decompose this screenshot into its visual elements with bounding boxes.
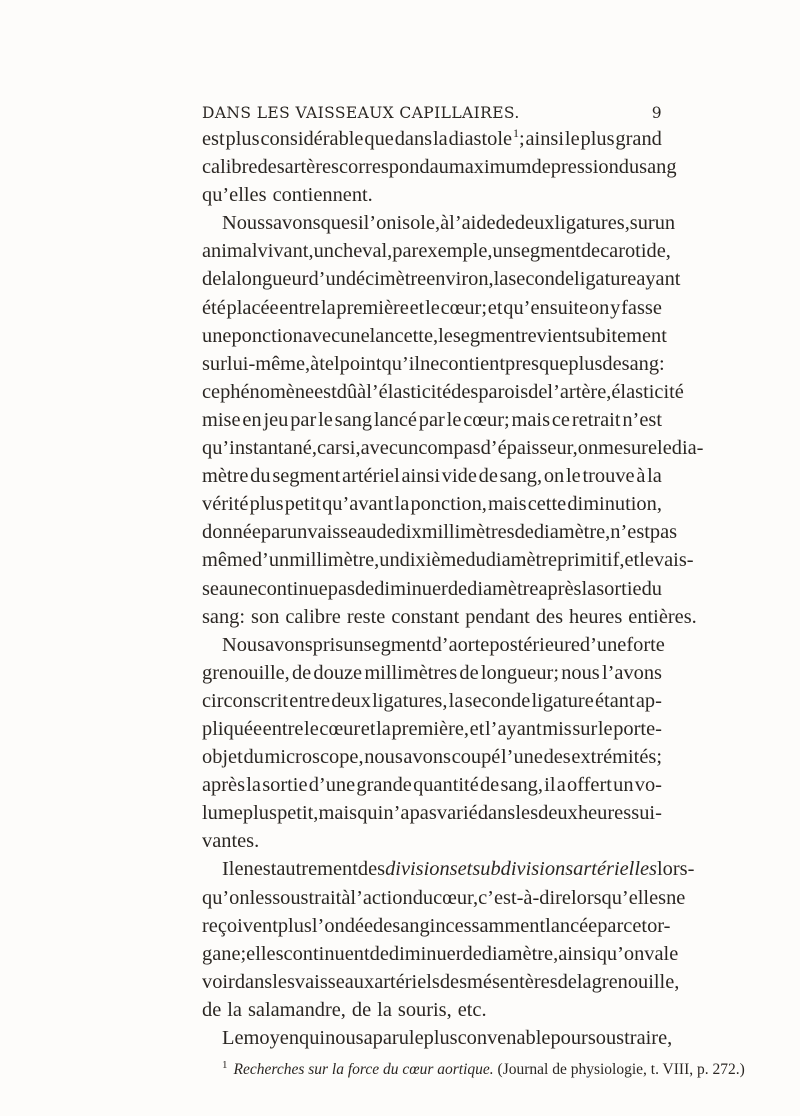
text-line: circonscrit entre deux ligatures, la seconde ligature étant ap- <box>202 689 662 712</box>
text-line: donnée par un vaisseau de dix millimètres de diamètre, n’est pas <box>202 521 678 544</box>
text-line: lume plus petit, mais qui n’a pas varié dans les deux heures sui- <box>202 802 662 825</box>
text-line: sang: son calibre reste constant pendant des heures entières. <box>202 605 697 628</box>
text-line: qu’instantané, car si, avec un compas d’épaisseur, on mesure le dia- <box>202 437 704 460</box>
running-header <box>202 104 662 126</box>
text-line: vantes. <box>202 830 260 853</box>
text-line: mise en jeu par le sang lancé par le cœur; mais ce retrait n’est <box>202 408 662 431</box>
text-line: sur lui-même, à tel point qu’il ne contient presque plus de sang: <box>202 352 665 375</box>
text-line: qu’elles contiennent. <box>202 184 373 207</box>
text-line: animal vivant, un cheval, par exemple, un segment de carotide, <box>202 240 671 263</box>
footnote-source: (Journal de physiologie, t. VIII, p. 272.) <box>493 1061 745 1079</box>
text-line: Nous avons pris un segment d’aorte postérieure d’une forte <box>222 633 665 656</box>
text-line: ce phénomène est dû à l’élasticité des parois de l’artère, élasticité <box>202 380 684 403</box>
text-line: Le moyen qui nous a paru le plus convenable pour soustraire, <box>222 1027 673 1049</box>
body-text <box>202 125 704 1052</box>
footnote-marker: 1 <box>222 1059 228 1071</box>
text-line: Il en est autrement des divisions et subdivisions artérielles lors- <box>222 858 695 881</box>
text-line: seau ne continue pas de diminuer de diamètre après la sortie du <box>202 577 662 600</box>
running-title: DANS LES VAISSEAUX CAPILLAIRES. <box>202 104 520 122</box>
text-line: qu’on les soustrait à l’action du cœur, c’est-à-dire lorsqu’elles ne <box>202 886 686 909</box>
text-line: est plus considérable que dans la diastole $^1$; ainsi le plus grand <box>202 126 662 150</box>
page-number: 9 <box>651 104 662 122</box>
text-line: Nous savons que si l’on isole, à l’aide de deux ligatures, sur un <box>222 212 676 235</box>
footnote <box>202 1059 745 1079</box>
text-line: voir dans les vaisseaux artériels des mésentères de la grenouille, <box>202 970 680 993</box>
text-line: calibre des artères correspond au maximum de pression du sang <box>202 156 677 179</box>
text-line: objet du microscope, nous avons coupé l’une des extrémités; <box>202 746 662 769</box>
text-line: été placée entre la première et le cœur; et qu’ensuite on y fasse <box>202 296 662 319</box>
text-line: de la longueur d’un décimètre environ, la seconde ligature ayant <box>202 268 681 291</box>
text-line: gane; elles continuent de diminuer de diamètre, ainsi qu’on va le <box>202 942 679 965</box>
text-line: une ponction avec une lancette, le segment revient subitement <box>202 324 667 347</box>
footnote-title: Recherches sur la force du cœur aortique. <box>233 1061 494 1079</box>
text-line: vérité plus petit qu’avant la ponction, mais cette diminution, <box>202 493 662 516</box>
text-line: grenouille, de douze millimètres de longueur; nous l’avons <box>202 661 662 684</box>
text-line: mètre du segment artériel ainsi vide de sang, on le trouve à la <box>202 465 662 488</box>
text-line: pliquée entre le cœur et la première, et l’ayant mis sur le porte- <box>202 717 662 740</box>
text-line: de la salamandre, de la souris, etc. <box>202 998 487 1021</box>
text-line: même d’un millimètre, un dixième du diamètre primitif, et le vais- <box>202 549 694 572</box>
text-line: reçoivent plus l’ondée de sang incessamment lancée par cet or- <box>202 914 671 937</box>
text-line: après la sortie d’une grande quantité de sang, il a offert un vo- <box>202 774 662 797</box>
